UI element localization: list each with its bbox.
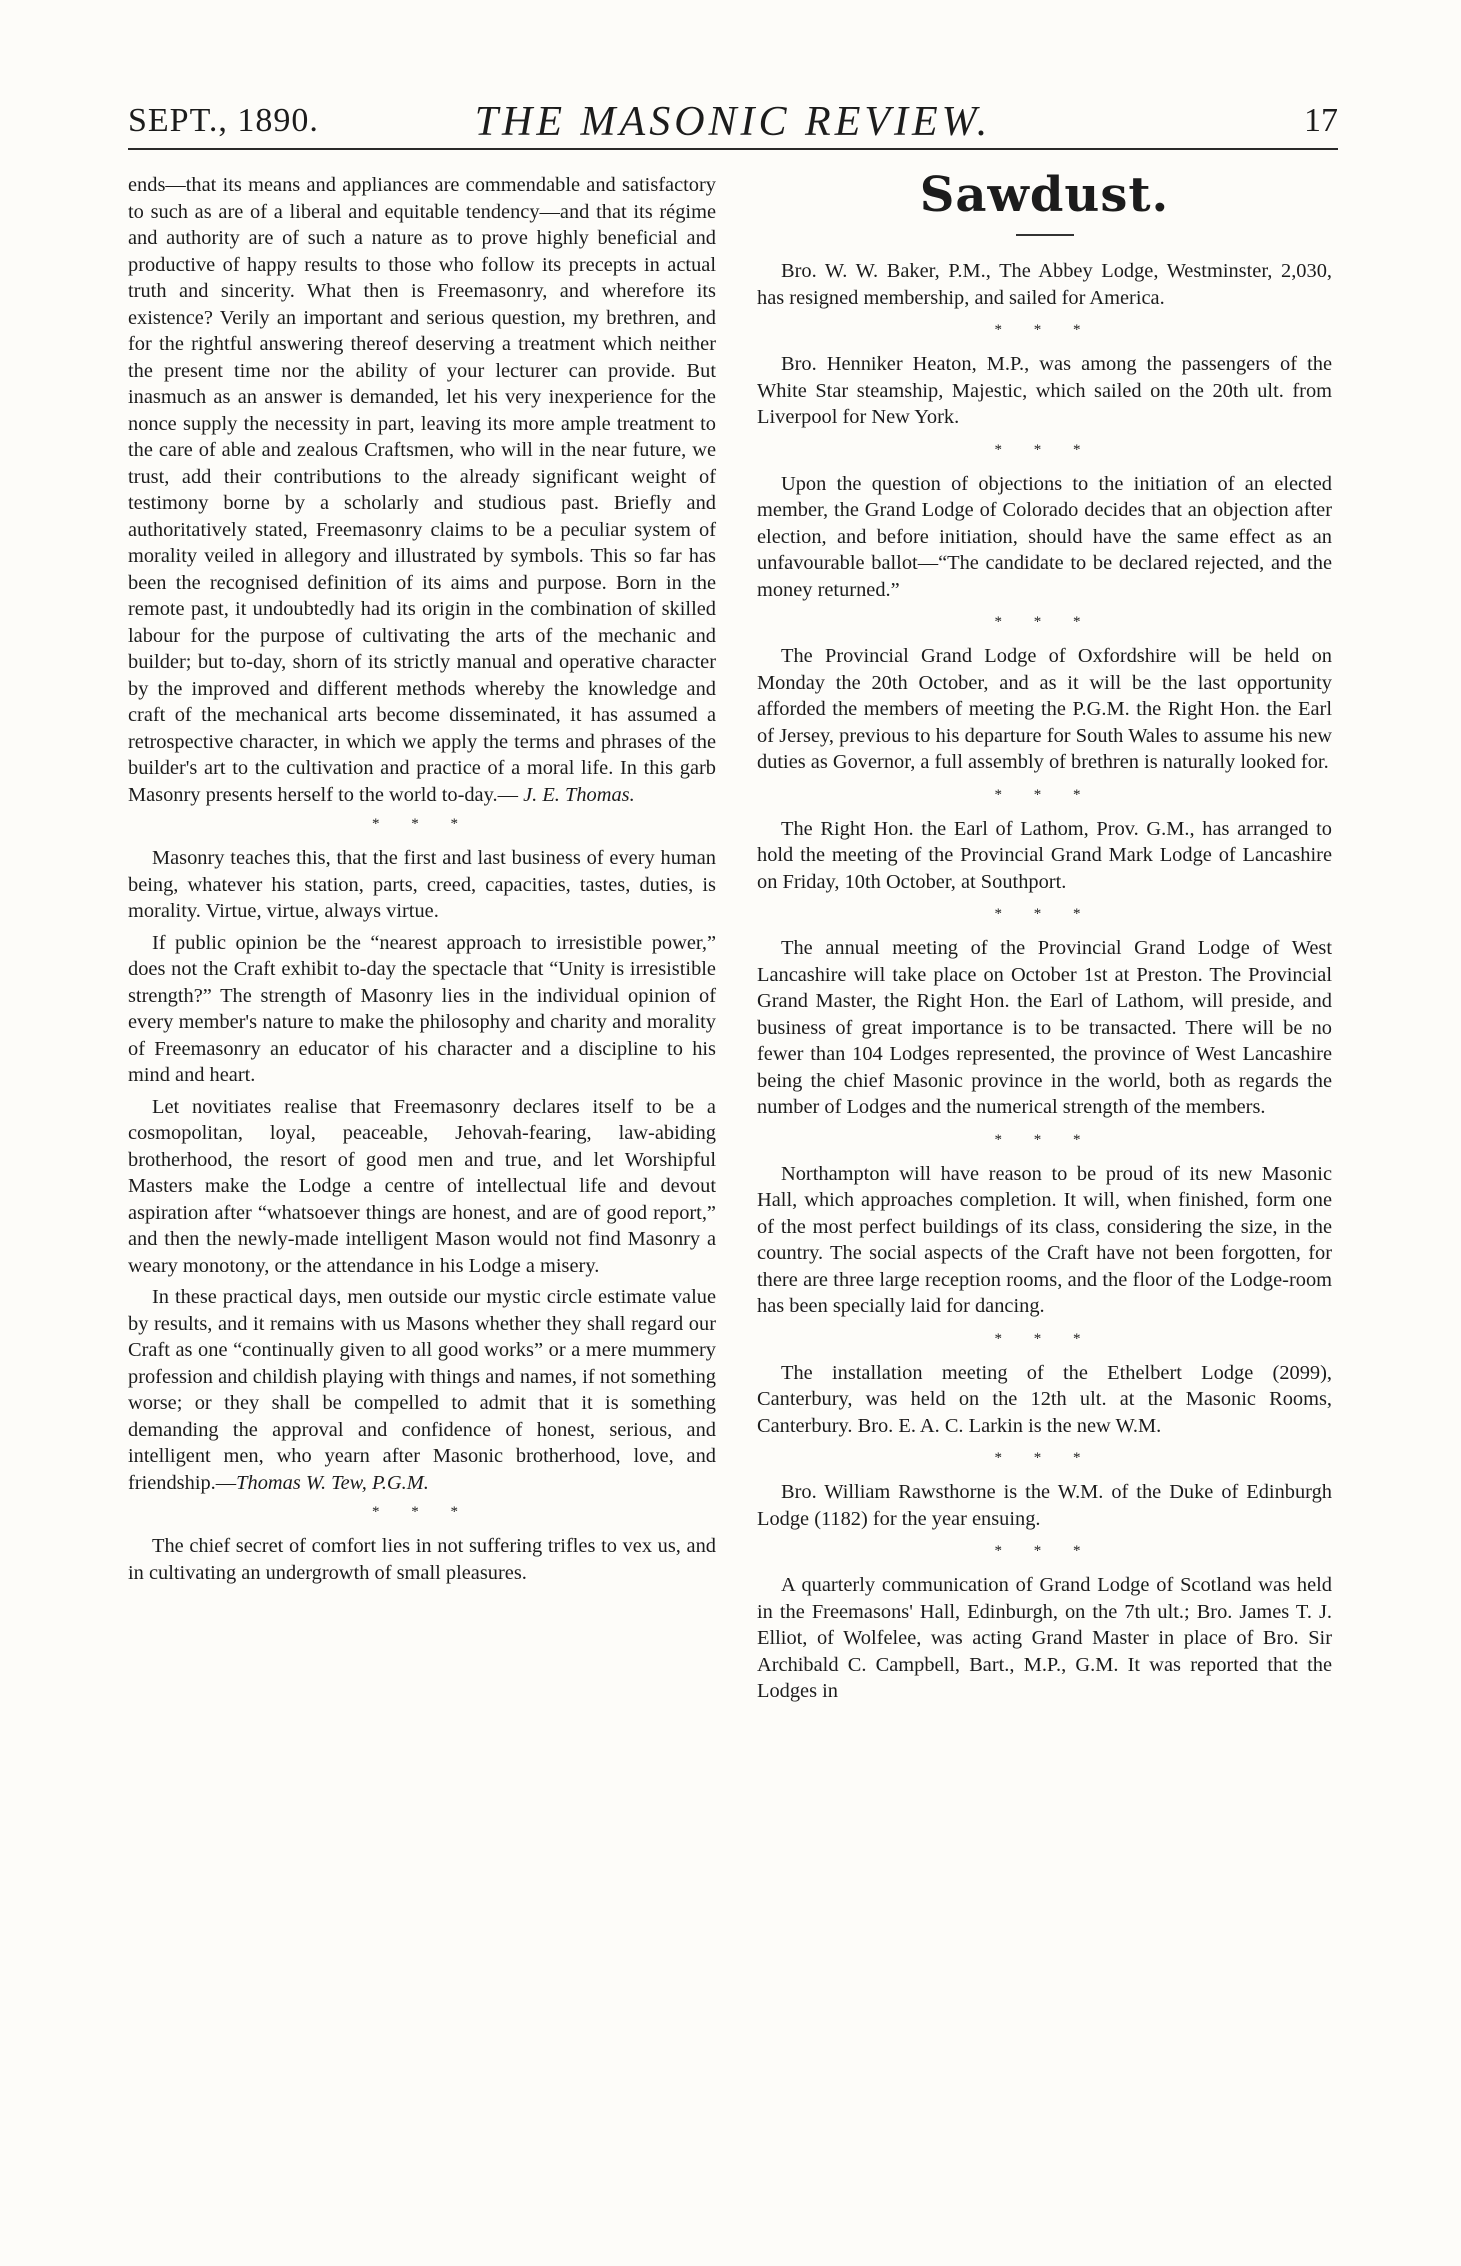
- section-divider: * * *: [994, 786, 1095, 803]
- news-item: Bro. W. W. Baker, P.M., The Abbey Lodge, Westminster, 2,030, has resigned membership, and sailed for America.: [757, 260, 1332, 309]
- news-item: Upon the question of objections to the initiation of an elected member, the Grand Lodge of Colorado decides that an objection after election, and before initiation, should have the same effect as an unfavourable ballot—“The candidate to be declared rejected, and the money returned.”: [757, 472, 1332, 601]
- article-paragraph: Let novitiates realise that Freemasonry declares itself to be a cosmopolitan, loyal, peaceable, Jehovah-fearing, law-abiding brotherhood, the resort of good men and true, and let Worshipful Masters make the Lodge a centre of intellectual life and devout aspiration after “whatsoever things are honest, and are of good report,” and then the newly-made intelligent Mason would not find Masonry a weary monotony, or the attendance in his Lodge a misery.: [128, 1095, 716, 1277]
- article-paragraph: ends—that its means and appliances are commendable and satisfactory to such as are of a liberal and equitable tendency—and that its régime and authority are of such a nature as to prove highly beneficial and productive of happy results to those who follow its precepts in actual truth and sincerity. What then is Freemasonry, and wherefore its existence? Verily an important and serious question, my brethren, and for the rightful answering thereof deserving a treatment which neither the present time nor the ability of your lecturer can provide. But inasmuch as an answer is demanded, let his very inexperience for the nonce supply the necessity in part, leaving its more ample treatment to the care of able and zealous Craftsmen, who will in the near future, we trust, add their contributions to the already significant weight of testimony borne by a scholarly and studious past. Briefly and authoritatively stated, Freemasonry claims to be a peculiar system of morality veiled in allegory and illustrated by symbols. This so far has been the recognised definition of its aims and purpose. Born in the remote past, it undoubtedly had its origin in the combination of skilled labour for the purpose of cultivating the arts of the mechanic and builder; but to-day, shorn of its strictly manual and operative character by the improved and different methods whereby the knowledge and craft of the mechanical arts become disseminated, it has assumed a retrospective character, in which we apply the terms and phrases of the builder's art to the cultivation and practice of a moral life. In this garb Masonry presents herself to the world to-day.— J. E. Thomas.: [128, 174, 716, 806]
- section-divider: * * *: [994, 322, 1095, 338]
- section-divider: * * *: [994, 1131, 1095, 1148]
- section-title: Sawdust.: [919, 167, 1170, 223]
- article-paragraph: Masonry teaches this, that the first and last business of every human being, whatever his station, parts, creed, capacities, tastes, duties, is morality. Virtue, virtue, always virtue.: [128, 847, 716, 922]
- signature: Thomas W. Tew, P.G.M.: [236, 1471, 429, 1494]
- news-item: Bro. William Rawsthorne is the W.M. of the Duke of Edinburgh Lodge (1182) for the year ensuing.: [757, 1481, 1332, 1530]
- journal-title: THE MASONIC REVIEW.: [474, 99, 992, 145]
- section-divider: * * *: [994, 906, 1095, 922]
- news-item: The annual meeting of the Provincial Grand Lodge of West Lancashire will take place on October 1st at Preston. The Provincial Grand Master, the Right Hon. the Earl of Lathom, will preside, and business of great importance is to be transacted. There will be no fewer than 104 Lodges represented, the province of West Lancashire being the chief Masonic province in the world, both as regards the number of Lodges and the numerical strength of the members.: [757, 937, 1332, 1118]
- news-item: The Right Hon. the Earl of Lathom, Prov. G.M., has arranged to hold the meeting of the Provincial Grand Mark Lodge of Lancashire on Friday, 10th October, at Southport.: [757, 817, 1332, 893]
- section-divider: * * *: [372, 1504, 472, 1520]
- section-divider: * * *: [994, 1330, 1095, 1347]
- news-item: A quarterly communication of Grand Lodge of Scotland was held in the Freemasons' Hall, Edinburgh, on the 7th ult.; Bro. James T. J. Elliot, of Wolfelee, was acting Grand Master in place of Bro. Sir Archibald C. Campbell, Bart., M.P., G.M. It was reported that the Lodges in: [757, 1574, 1332, 1702]
- page-number: 17: [1304, 102, 1338, 139]
- left-column: [128, 172, 716, 1591]
- news-item: The installation meeting of the Ethelbert Lodge (2099), Canterbury, was held on the 12th ult. at the Masonic Rooms, Canterbury. Bro. E. A. C. Larkin is the new W.M.: [757, 1361, 1332, 1437]
- article-paragraph: In these practical days, men outside our mystic circle estimate value by results, and it remains with us Masons whether they shall regard our Craft as one “continually given to all good works” or a mere mummery profession and childish playing with things and names, if not something worse; or they shall be compelled to admit that it is something demanding the approval and confidence of honest, serious, and intelligent men, who yearn after Masonic brotherhood, love, and friendship.—Thomas W. Tew, P.G.M.: [128, 1286, 716, 1494]
- news-item: The Provincial Grand Lodge of Oxfordshire will be held on Monday the 20th October, and as it will be the last opportunity afforded the members of meeting the P.G.M. the Right Hon. the Earl of Jersey, previous to his departure for South Wales to assume his new duties as Governor, a full assembly of brethren is naturally looked for.: [757, 645, 1332, 773]
- section-divider: * * *: [994, 614, 1095, 630]
- title-rule: [1016, 234, 1074, 236]
- page-header: [128, 96, 1338, 146]
- news-item: Bro. Henniker Heaton, M.P., was among the passengers of the White Star steamship, Majestic, which sailed on the 20th ult. from Liverpool for New York.: [757, 353, 1332, 428]
- signature: J. E. Thomas.: [523, 783, 635, 806]
- section-divider: * * *: [994, 1450, 1095, 1466]
- right-column: [757, 167, 1332, 1713]
- section-divider: * * *: [994, 1543, 1095, 1559]
- section-divider: * * *: [994, 441, 1095, 458]
- issue-date: SEPT., 1890.: [128, 102, 319, 139]
- news-item: Northampton will have reason to be proud of its new Masonic Hall, which approaches completion. It will, when finished, form one of the most perfect buildings of its class, considering the size, in the country. The social aspects of the Craft have not been forgotten, for there are three large reception rooms, and the floor of the Lodge-room has been specially laid for dancing.: [757, 1162, 1332, 1317]
- section-divider: * * *: [372, 816, 472, 832]
- article-paragraph: The chief secret of comfort lies in not suffering trifles to vex us, and in cultivating an undergrowth of small pleasures.: [128, 1535, 716, 1584]
- article-paragraph: If public opinion be the “nearest approach to irresistible power,” does not the Craft exhibit to-day the spectacle that “Unity is irresistible strength?” The strength of Masonry lies in the individual opinion of every member's nature to make the philosophy and charity and morality of Freemasonry an educator of his character and a discipline to his mind and heart.: [128, 931, 716, 1086]
- header-rule: [128, 148, 1338, 150]
